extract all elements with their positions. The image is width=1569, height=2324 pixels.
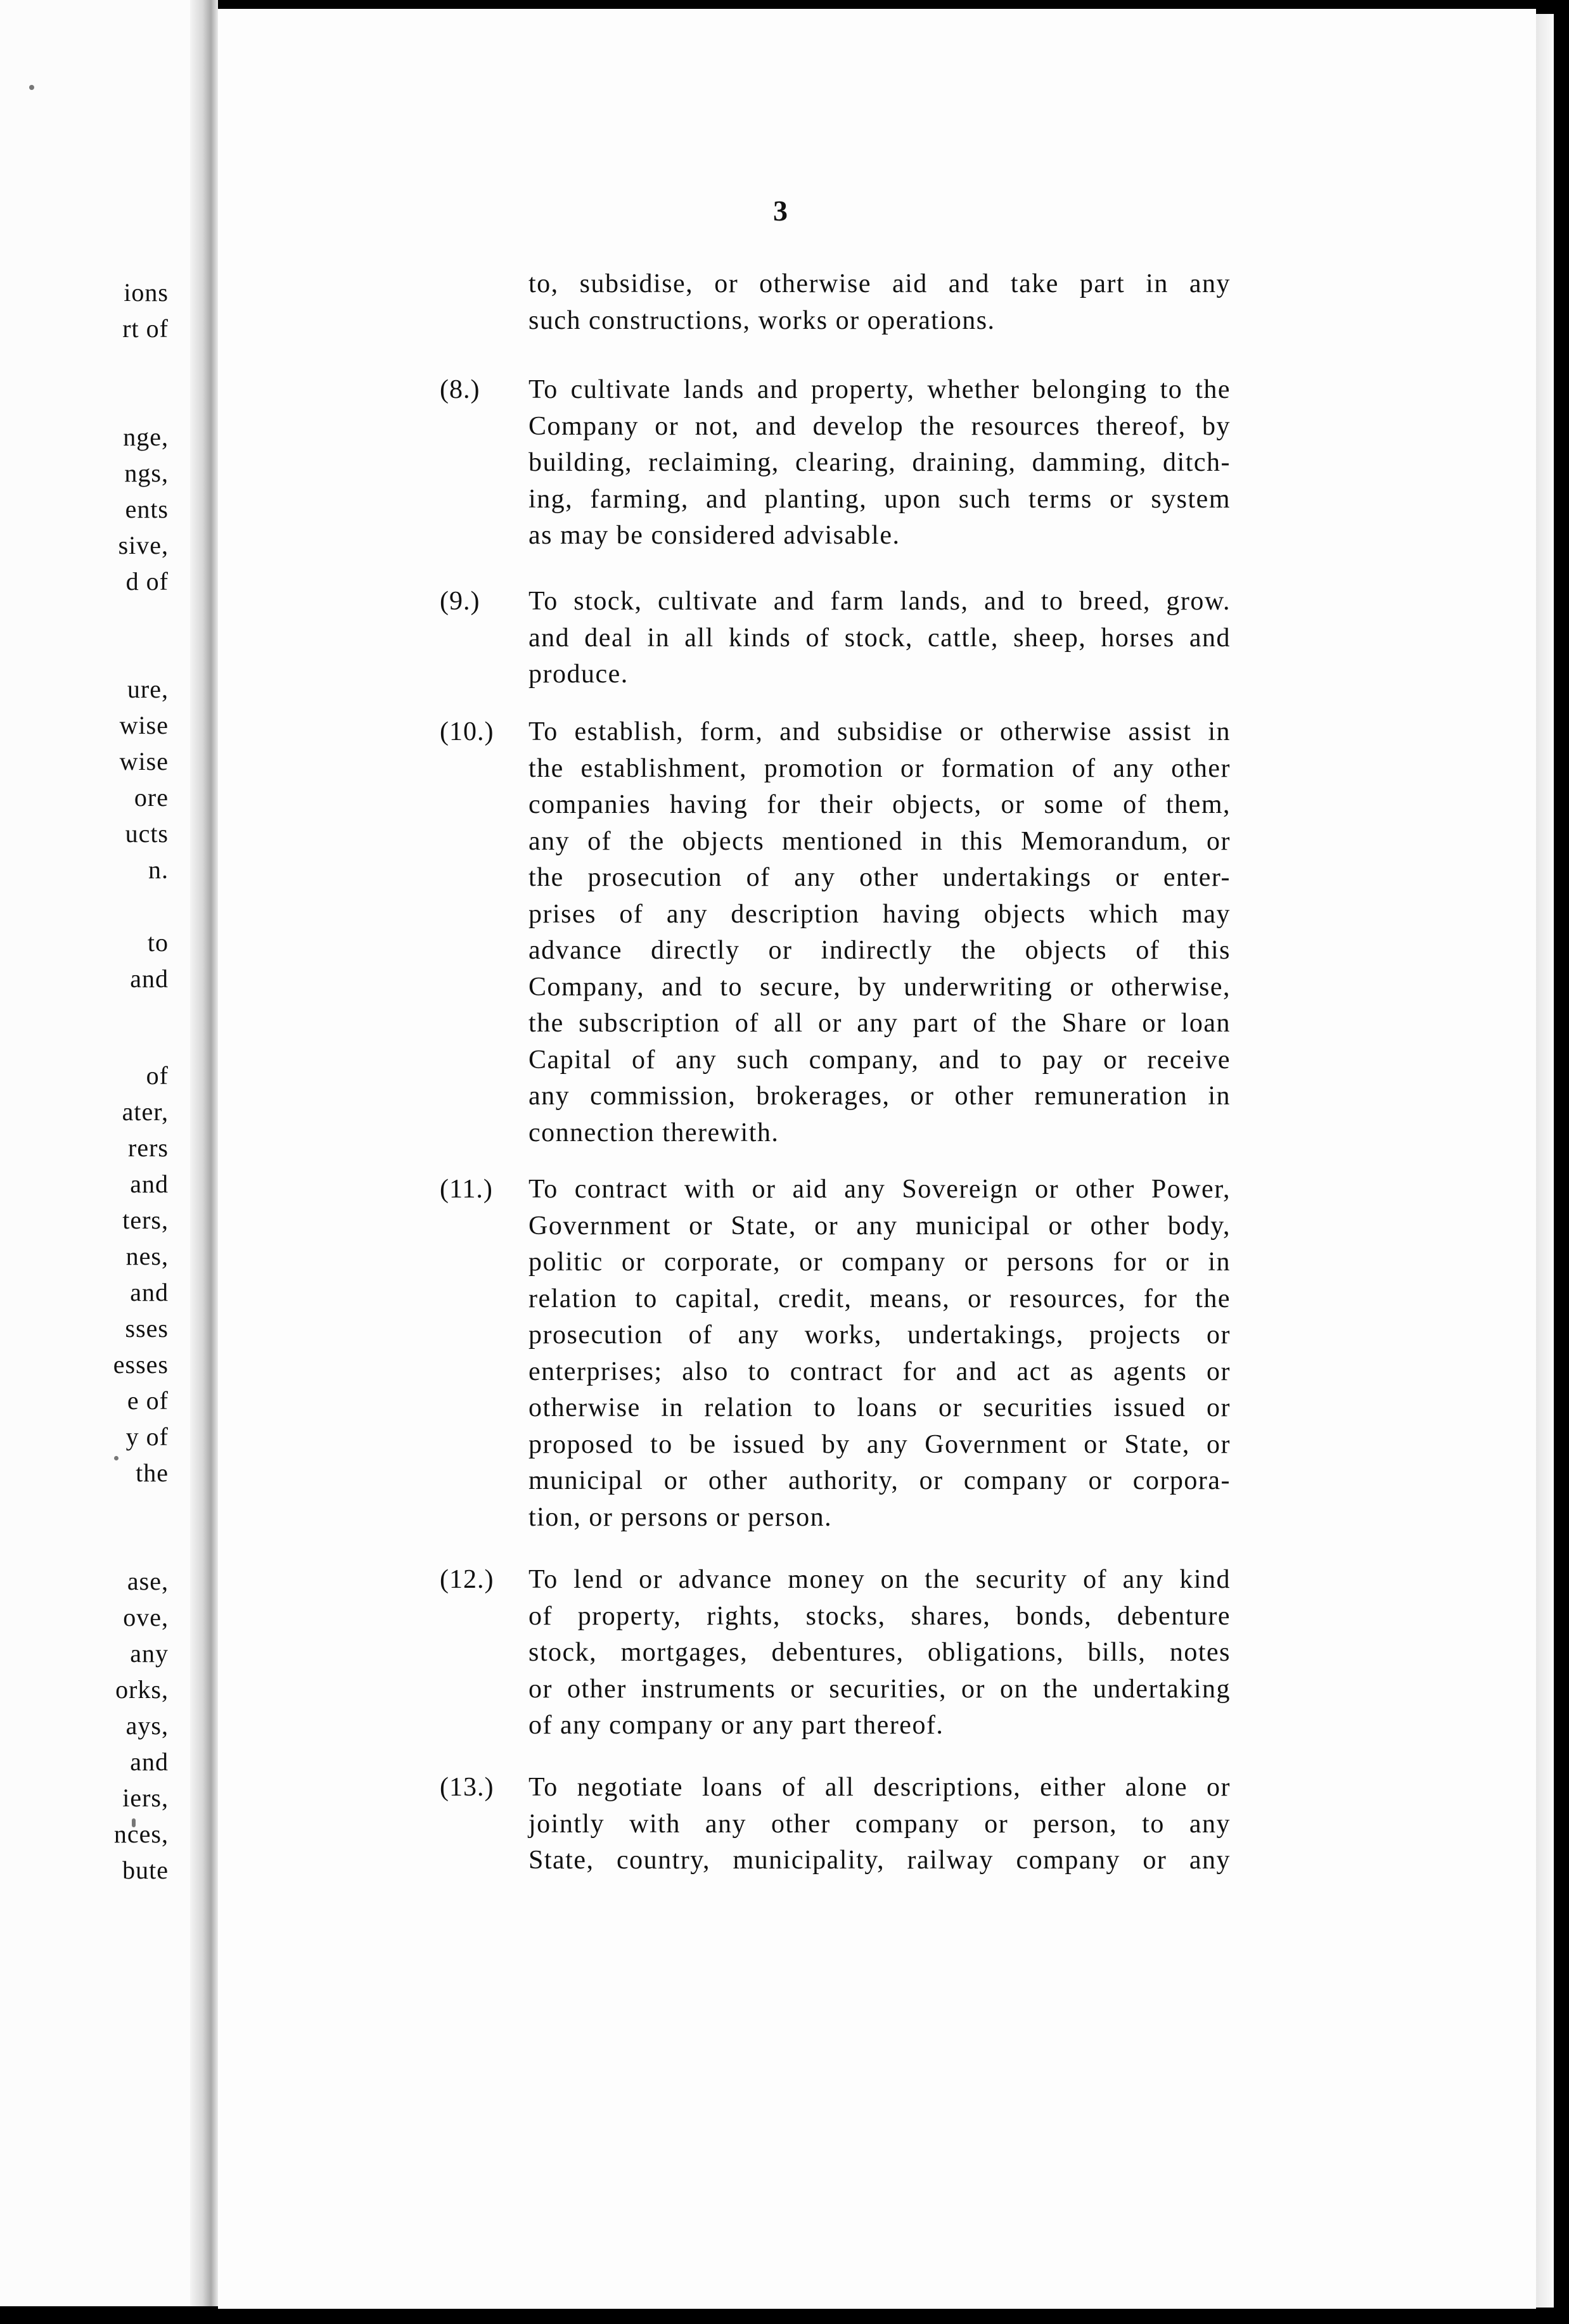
text-line: To lend or advance money on the security of any kind xyxy=(528,1565,1231,1594)
clause-number: (11.) xyxy=(440,1175,493,1204)
text-line: companies having for their objects, or some of them, xyxy=(528,790,1231,819)
text-line: produce. xyxy=(528,660,629,689)
left-page-fragment: y of xyxy=(125,1422,169,1451)
text-line: as may be considered advisable. xyxy=(528,521,900,550)
ink-spot xyxy=(29,85,34,90)
left-page-fragment: and xyxy=(130,964,169,993)
clause-number: (8.) xyxy=(440,375,480,404)
text-line: To stock, cultivate and farm lands, and to breed, grow. xyxy=(528,587,1231,616)
left-page-fragment: ents xyxy=(125,495,169,523)
text-line: the prosecution of any other undertakings or enter- xyxy=(528,863,1231,892)
text-line: connection therewith. xyxy=(528,1118,779,1147)
text-line: Government or State, or any municipal or other body, xyxy=(528,1211,1231,1241)
left-page-fragment: nge, xyxy=(123,423,169,451)
text-line: of property, rights, stocks, shares, bonds, debenture xyxy=(528,1601,1231,1631)
text-line: any of the objects mentioned in this Memorandum, or xyxy=(528,826,1231,856)
clause-number: (9.) xyxy=(440,587,480,616)
left-page-fragment: to xyxy=(147,928,169,957)
left-page-fragment: ure, xyxy=(127,675,169,703)
left-page-fragment: of xyxy=(146,1061,169,1090)
left-page-fragment: any xyxy=(130,1639,169,1668)
text-line: jointly with any other company or person, to any xyxy=(528,1809,1231,1839)
left-page-fragment: and xyxy=(130,1278,169,1306)
text-line: To cultivate lands and property, whether belonging to the xyxy=(528,375,1231,404)
text-line: stock, mortgages, debentures, obligations, bills, notes xyxy=(528,1638,1231,1667)
left-page-fragment: ngs, xyxy=(124,459,169,487)
left-page-fragment: and xyxy=(130,1170,169,1198)
left-page-fragment: ions xyxy=(124,278,169,307)
left-page-fragment: ase, xyxy=(127,1567,169,1595)
text-line: or other instruments or securities, or on the undertaking xyxy=(528,1674,1231,1704)
left-page-fragment: ters, xyxy=(122,1206,169,1234)
text-line: municipal or other authority, or company or corpora- xyxy=(528,1466,1231,1495)
book-gutter xyxy=(190,0,218,2306)
clause-number: (10.) xyxy=(440,717,494,746)
text-line: relation to capital, credit, means, or resources, for the xyxy=(528,1284,1231,1313)
left-page-fragment: sses xyxy=(125,1314,169,1343)
left-page-fragment: bute xyxy=(122,1856,169,1884)
left-page-edge xyxy=(0,0,190,2306)
left-page-fragment: and xyxy=(130,1747,169,1776)
ink-spot xyxy=(114,1456,118,1460)
text-line: Company or not, and develop the resources thereof, by xyxy=(528,411,1231,441)
text-line: building, reclaiming, clearing, draining, damming, ditch- xyxy=(528,448,1231,477)
text-line: the establishment, promotion or formation of any other xyxy=(528,753,1231,783)
text-line: To establish, form, and subsidise or otherwise assist in xyxy=(528,717,1231,746)
text-line: the subscription of all or any part of the Share or loan xyxy=(528,1009,1231,1038)
text-line: proposed to be issued by any Government or State, or xyxy=(528,1429,1231,1459)
clause-number: (13.) xyxy=(440,1773,494,1802)
text-line: ing, farming, and planting, upon such terms or system xyxy=(528,484,1231,514)
text-line: otherwise in relation to loans or securities issued or xyxy=(528,1393,1231,1422)
text-line: and deal in all kinds of stock, cattle, sheep, horses and xyxy=(528,623,1231,653)
text-line: Company, and to secure, by underwriting or otherwise, xyxy=(528,972,1231,1002)
left-page-fragment: n. xyxy=(148,855,169,884)
text-line: prosecution of any works, undertakings, projects or xyxy=(528,1320,1231,1350)
left-page-fragment: esses xyxy=(113,1350,169,1379)
left-page-fragment: orks, xyxy=(115,1675,169,1704)
text-line: any commission, brokerages, or other remuneration in xyxy=(528,1082,1231,1111)
text-line: politic or corporate, or company or persons for or in xyxy=(528,1248,1231,1277)
left-page-fragment: sive, xyxy=(118,531,169,559)
text-line: To contract with or aid any Sovereign or other Power, xyxy=(528,1175,1231,1204)
left-page-fragment: the xyxy=(136,1459,169,1487)
left-page-fragment: e of xyxy=(127,1386,169,1415)
right-page xyxy=(218,9,1536,2309)
left-page-fragment: ove, xyxy=(123,1603,169,1631)
page-number: 3 xyxy=(773,195,788,227)
text-line: such constructions, works or operations. xyxy=(528,305,996,335)
text-line: Capital of any such company, and to pay or receive xyxy=(528,1045,1231,1075)
text-line: State, country, municipality, railway company or any xyxy=(528,1846,1231,1875)
clause-number: (12.) xyxy=(440,1565,494,1594)
left-page-fragment: ucts xyxy=(125,819,169,848)
right-page-edge xyxy=(1536,14,1554,2308)
left-page-fragment: rt of xyxy=(122,314,169,343)
left-page-fragment: nes, xyxy=(125,1242,169,1270)
text-line: advance directly or indirectly the objects of this xyxy=(528,936,1231,965)
text-line: To negotiate loans of all descriptions, either alone or xyxy=(528,1773,1231,1802)
left-page-fragment: ater, xyxy=(122,1097,169,1126)
left-page-fragment: nces, xyxy=(113,1820,169,1848)
left-page-fragment: ore xyxy=(134,783,169,812)
text-line: tion, or persons or person. xyxy=(528,1502,833,1532)
left-page-fragment: wise xyxy=(119,747,169,776)
left-page-fragment: iers, xyxy=(122,1784,169,1812)
left-page-fragment: wise xyxy=(119,711,169,739)
left-page-fragment: d of xyxy=(125,567,169,596)
text-line: of any company or any part thereof. xyxy=(528,1711,944,1740)
text-line: to, subsidise, or otherwise aid and take part in any xyxy=(528,269,1231,298)
left-page-fragment: rers xyxy=(128,1133,169,1162)
text-line: prises of any description having objects which may xyxy=(528,899,1231,929)
text-line: enterprises; also to contract for and act as agents or xyxy=(528,1357,1231,1386)
left-page-fragment: ays, xyxy=(125,1711,169,1740)
